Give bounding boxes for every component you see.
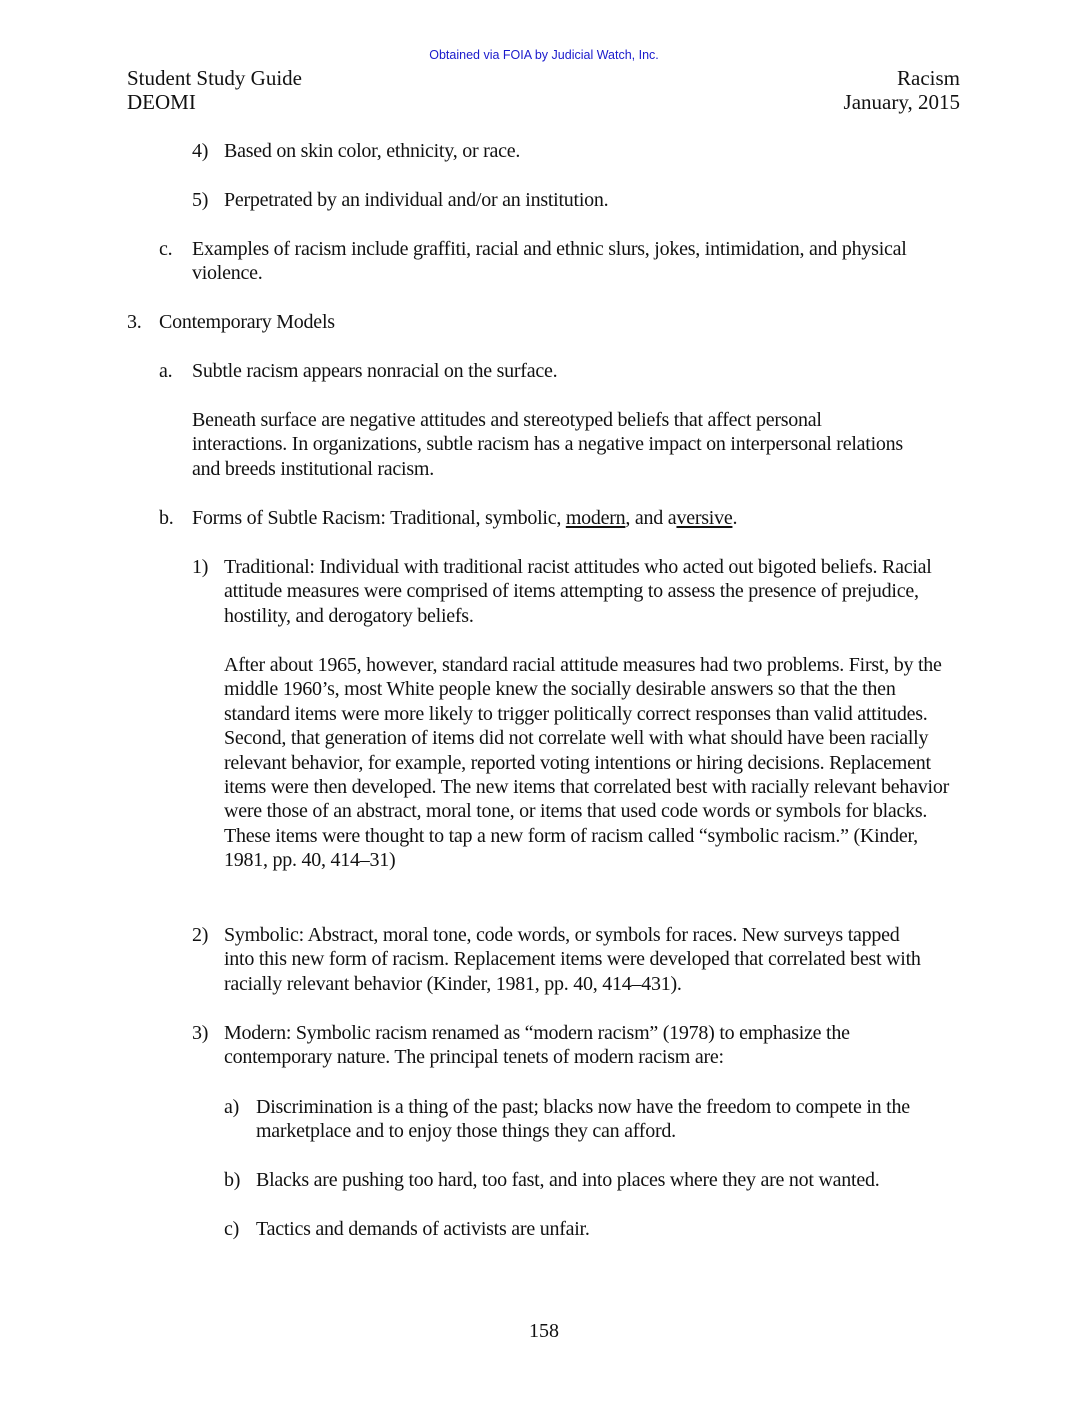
item-label: 5): [192, 189, 209, 211]
item-label: 2): [192, 924, 209, 946]
document-date: January, 2015: [843, 90, 960, 114]
header-left: [127, 66, 302, 114]
item-text: Traditional: Individual with traditional racist attitudes who acted out bigoted beliefs. Racial attitude measures were comprised of items attempting to assess the presence of prejudice, hostility, and derogatory beliefs.: [224, 556, 932, 627]
paragraph-subtle-racism: Beneath surface are negative attitudes and stereotyped beliefs that affect personal interactions. In organizations, subtle racism has a negative impact on interpersonal relations and breeds institutional racism.: [192, 409, 903, 480]
foia-watermark: Obtained via FOIA by Judicial Watch, Inc.: [429, 48, 659, 62]
organization: DEOMI: [127, 90, 196, 114]
item-text: Based on skin color, ethnicity, or race.: [224, 140, 521, 162]
item-text: Tactics and demands of activists are unfair.: [256, 1218, 590, 1240]
item-label: 4): [192, 140, 209, 162]
item-label: a.: [159, 360, 173, 382]
guide-title: Student Study Guide: [127, 66, 303, 90]
item-text: Forms of Subtle Racism: Traditional, symbolic, modern, and aversive.: [192, 507, 738, 529]
item-label: b.: [159, 507, 174, 529]
item-label: c.: [159, 238, 173, 260]
item-text: Subtle racism appears nonracial on the surface.: [192, 360, 558, 382]
section-number: 3.: [127, 311, 142, 333]
item-label: b): [224, 1169, 241, 1191]
section-title: Contemporary Models: [159, 311, 335, 333]
page-number: 158: [529, 1320, 559, 1342]
item-label: a): [224, 1096, 240, 1118]
item-text: Symbolic: Abstract, moral tone, code words, or symbols for races. New surveys tapped into this new form of racism. Replacement items were developed that correlated best with racially relevant behavior (Kinder, 1981, pp. 40, 414–431).: [224, 924, 921, 995]
item-text: Perpetrated by an individual and/or an institution.: [224, 189, 609, 211]
item-label: 1): [192, 556, 209, 578]
underlined-modern: modern: [565, 507, 626, 529]
item-label: c): [224, 1218, 240, 1240]
underlined-aversive: versive: [676, 507, 733, 529]
item-label: 3): [192, 1022, 209, 1044]
topic-title: Racism: [897, 66, 960, 90]
paragraph-after-1965: After about 1965, however, standard racial attitude measures had two problems. First, by the middle 1960’s, most White people knew the socially desirable answers so that the then standard items were more likely to trigger politically correct responses than valid attitudes. Second, that generation of items did not correlate well with what should have been racially relevant behavior, for example, reported voting intentions or hiring decisions. Replacement items were then developed. The new items that correlated best with racially relevant behavior were those of an abstract, moral tone, or items that used code words or symbols for blacks. These items were thought to tap a new form of racism called “symbolic racism.” (Kinder, 1981, pp. 40, 414–31): [224, 654, 949, 872]
item-text: Discrimination is a thing of the past; blacks now have the freedom to compete in the marketplace and to enjoy those things they can afford.: [256, 1096, 910, 1143]
item-text: Modern: Symbolic racism renamed as “modern racism” (1978) to emphasize the contemporary nature. The principal tenets of modern racism are:: [224, 1022, 850, 1069]
item-text: Blacks are pushing too hard, too fast, and into places where they are not wanted.: [256, 1169, 880, 1191]
header-right: [844, 66, 960, 114]
item-text: Examples of racism include graffiti, racial and ethnic slurs, jokes, intimidation, and physical violence.: [192, 238, 907, 285]
